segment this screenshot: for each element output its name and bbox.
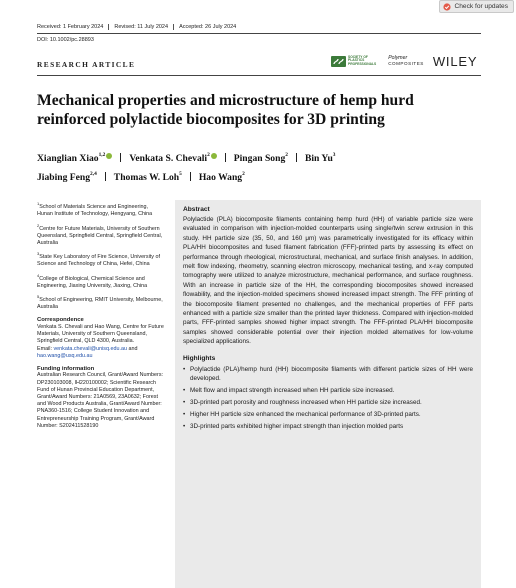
spe-line: SOCIETY OF [348,54,368,59]
abstract-box [175,200,481,588]
author-name[interactable] [129,153,216,164]
highlight-item: • Higher HH particle size enhanced the mechanical performance of 3D-printed parts. [183,410,473,419]
author-list [37,148,467,186]
author-name-text: Bin Yu [304,153,333,165]
affiliation-list [37,200,165,311]
check-for-updates-badge[interactable] [439,0,514,13]
author-separator [120,153,121,162]
accepted-date: Accepted: 26 July 2024 [179,24,237,30]
author-name-text: Pingan Song [233,153,286,165]
author-affiliation-ref: 2 [285,152,288,158]
author-name-text: Venkata S. Chevali [129,153,208,165]
email-join: and [127,345,138,352]
affiliation-number: 1 [37,201,40,206]
author-separator [190,172,191,181]
author-separator [105,172,106,181]
publisher-brand [331,52,481,70]
email-prefix: Email: [37,345,54,352]
highlight-item: • Polylactide (PLA)/hemp hurd (HH) biocomposite filaments with different particle sizes of HH were developed. [183,365,473,384]
author-affiliation-ref: 1,2 [98,152,106,158]
affiliation-text: State Key Laboratory of Fire Science, University of Science and Technology of China, Hefei, China [37,254,160,268]
author-name[interactable] [114,172,182,183]
author-name[interactable] [37,153,112,164]
affiliation-number: 2 [37,222,40,228]
affiliation [37,293,165,311]
wiley-logo: WILEY [432,53,478,69]
article-title: Mechanical properties and microstructure of hemp hurd reinforced polylactide biocomposites for 3D printing [37,92,414,128]
author-name[interactable] [37,172,97,183]
meta-separator [173,24,174,30]
article-type: RESEARCH ARTICLE [37,60,136,69]
orcid-icon[interactable] [106,153,112,159]
author-name[interactable] [234,153,288,164]
spe-line: PROFESSIONALS [348,61,377,66]
author-name-text: Hao Wang [198,172,243,184]
highlights-list [183,365,473,431]
highlight-item: • 3D-printed parts exhibited higher impact strength than injection molded parts [183,422,473,431]
author-name-text: Jiabing Feng [37,172,91,184]
revised-date: Revised: 11 July 2024 [114,24,169,30]
journal-logo-line2: COMPOSITES [388,61,424,66]
correspondence-text [37,324,165,360]
affiliation-text: School of Materials Science and Engineering, Hunan Institute of Technology, Hengyang, China [37,203,153,217]
meta-separator [108,24,109,30]
affiliation-number: 5 [37,294,40,300]
affiliation [37,200,165,218]
affiliation-number: 3 [37,251,40,257]
funding-text: Australian Research Council, Grant/Award Numbers: DP230103008, IH220100002; Scientific Research Fund of Hunan Provincial Education Department, Grant/Award Numbers: 21A0569, 23A0632; Forest and Wood Products Australia, Grant/Award Number: PNA360-1516; College Student Innovation and Entrepreneurship Training Program, Grant/Award Number: S202411528190 [37,372,164,429]
highlight-item: • 3D-printed part porosity and roughness increased when HH particle size increased. [183,398,473,407]
highlight-item: • Melt flow and impact strength increased when HH particle size increased. [183,386,473,395]
author-affiliation-ref: 2 [207,152,210,158]
author-affiliation-ref: 5 [179,171,182,178]
author-separator [296,153,297,162]
affiliation-text: Centre for Future Materials, University of Southern Queensland, Springfield Central, Springfield Central, Australia [37,225,163,246]
author-name-text: Xianglian Xiao [37,153,99,165]
meta-divider [37,33,481,34]
correspondence-heading: Correspondence [37,317,84,324]
check-for-updates-label: Check for updates [454,3,508,10]
author-name[interactable] [199,172,245,183]
spe-logo-icon [331,56,346,67]
journal-logo-line1: Polymer [388,55,408,61]
author-affiliation-ref: 2,4 [90,171,97,178]
doi[interactable]: DOI: 10.1002/pc.28893 [37,37,94,43]
author-name-text: Thomas W. Loh [113,172,180,184]
journal-logo [388,55,424,67]
spe-logo-text [348,56,376,67]
header-divider [37,75,481,76]
highlights-heading: Highlights [183,354,216,362]
affiliation [37,272,165,290]
affiliation-text: College of Biological, Chemical Science and Engineering, Jiaxing University, Jiaxing, China [37,275,148,289]
correspondence-address: Venkata S. Chevali and Hao Wang, Centre for Future Materials, University of Southern Queensland, Springfield Central, QLD 4300, Australia. [37,323,164,345]
check-for-updates-icon [443,3,451,11]
email-link-wang[interactable]: hao.wang@usq.edu.au [37,352,93,359]
affiliation-text: School of Engineering, RMIT University, Melbourne, Australia [37,297,163,311]
affiliation-number: 4 [37,272,40,278]
funding-heading: Funding information [37,365,95,372]
affiliation [37,222,165,247]
abstract-text: Polylactide (PLA) biocomposite filaments containing hemp hurd (HH) of variable particle size were evaluated in comparison with injection-molded counterparts using single/twin screw extrusion in this study. HH particle size (35, 50, and 160 μm) was parametrically investigated for its efficacy within PLA/HH biocomposites and fused filament fabrication (FFF)-printed parts by assessing its effect on performance through rheological, microstructural, mechanical, and surface finish analyses. In addition, melt flow indexing, rheometry, scanning electron microscopy, mechanical testing, and x-ray computed tomography were utilized to analyze microstructure, mechanical performance, and surface roughness. With an increase in particle size of the HH, the corresponding biocomposites showed increased flowability, and the injection-molded specimens showed increased impact strength. The FFF printing of the biocomposite filament presented no challenges, and the mechanical properties of FFF parts enhanced with a particle size smaller than the printed layer thickness. Compared with injection-molded parts, FFF-printed samples showed higher impact strength. The FFF-printed PLA/HH biocomposite samples showed considerable potential over their injection molded alternatives for low-volume specialized applications. [183,216,473,346]
author-affiliation-ref: 3 [332,152,336,158]
email-link-chevali[interactable]: venkata.chevali@unisq.edu.au [53,345,127,352]
spe-line: PLASTICS [348,58,365,63]
submission-dates [37,24,481,30]
author-affiliation-ref: 2 [242,171,245,178]
author-name[interactable] [305,153,336,164]
abstract-heading: Abstract [183,206,210,213]
received-date: Received: 1 February 2024 [37,24,104,30]
orcid-icon[interactable] [211,153,217,159]
affiliation [37,250,165,268]
article-sidebar [37,200,165,430]
author-separator [225,153,226,162]
